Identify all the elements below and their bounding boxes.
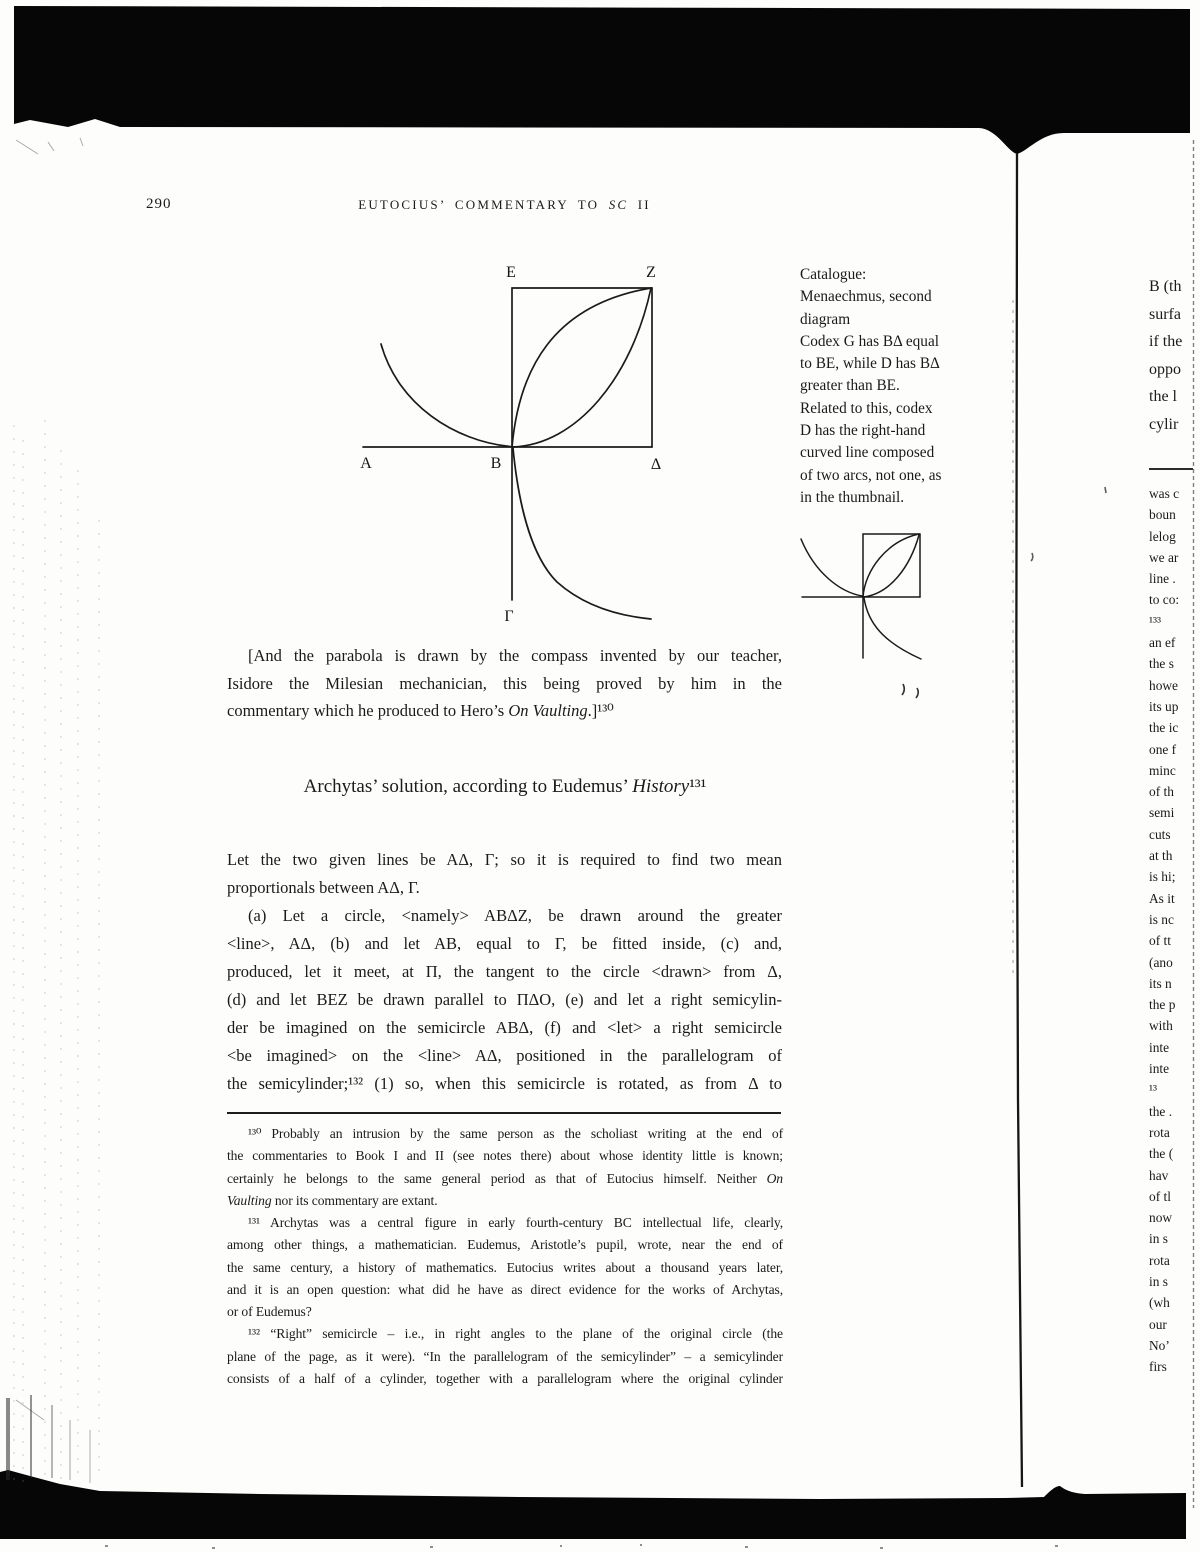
diagram-label-b: B (490, 455, 502, 472)
catalogue-line: greater than BE. (800, 377, 900, 395)
catalogue-line: Menaechmus, second (800, 288, 932, 306)
facing-text-line: if the (1149, 333, 1183, 351)
menaechmus-diagram (280, 255, 760, 665)
facing-note-line: in s (1149, 1231, 1168, 1247)
facing-text-line: surfa (1149, 305, 1181, 323)
facing-note-line: the p (1149, 997, 1176, 1013)
bottom-left-streaks (8, 1395, 90, 1483)
catalogue-line: Related to this, codex (800, 399, 933, 417)
diagram-label-delta: Δ (650, 456, 662, 473)
catalogue-line: Catalogue: (800, 266, 867, 283)
section-heading: Archytas’ solution, according to Eudemus’ History¹³¹ (303, 776, 707, 797)
thumb-parabola-lower (863, 535, 919, 597)
facing-note-line: the s (1149, 656, 1174, 672)
facing-note-line: of tl (1149, 1188, 1171, 1204)
catalogue-line: to BE, while D has BΔ (800, 355, 940, 373)
facing-note-line: of tt (1149, 933, 1171, 949)
body-line: produced, let it meet, at Π, the tangent to the circle <drawn> from Δ, (227, 962, 782, 981)
footnote-line: among other things, a mathematician. Eudemus, Aristotle’s pupil, wrote, near the end of (227, 1237, 783, 1253)
catalogue-line: diagram (800, 310, 851, 328)
footnote-line: Vaulting nor its commentary are extant. (227, 1192, 438, 1208)
facing-note-line: was c (1149, 486, 1180, 501)
facing-note-line: cuts (1149, 826, 1171, 842)
facing-note-line: ¹³ (1149, 1082, 1158, 1098)
running-head: EUTOCIUS’ COMMENTARY TO SC II (358, 197, 651, 212)
footnote-line: the commentaries to Book I and II (see notes there) about whose identity little is known; (227, 1148, 783, 1164)
facing-note-line: with (1149, 1018, 1173, 1034)
page-number: 290 (146, 196, 172, 212)
catalogue-line: curved line composed (800, 444, 935, 462)
margin-streaks (14, 420, 99, 1482)
facing-note-line: (wh (1149, 1295, 1170, 1311)
facing-note-line: minc (1149, 762, 1176, 778)
facing-note-line: rota (1149, 1252, 1170, 1268)
body-line: the semicylinder;¹³² (1) so, when this semicircle is rotated, as from Δ to (227, 1074, 782, 1093)
thumb-hyperbola-upper (801, 539, 862, 596)
facing-note-line: is nc (1149, 911, 1174, 927)
diagram-labels (360, 264, 661, 625)
catalogue-note (800, 264, 985, 509)
footnote-line: consists of a half of a cylinder, together with a parallelogram where the original cylinder (227, 1370, 783, 1386)
body-line: (d) and let BEZ be drawn parallel to ΠΔO, (e) and let a right semicylin- (227, 990, 782, 1009)
facing-page-text (1149, 273, 1200, 439)
footnote-line: ¹³⁰ Probably an intrusion by the same person as the scholiast writing at the end of (248, 1126, 783, 1141)
facing-note-line: rota (1149, 1124, 1170, 1140)
facing-note-line: No’ (1149, 1337, 1170, 1353)
footnote-line: and it is an open question: what did he have as direct evidence for the works of Archytas, (227, 1281, 783, 1297)
facing-note-line: an ef (1149, 635, 1176, 651)
diagram-label-gamma: Γ (504, 608, 514, 625)
diagram-label-z: Z (646, 264, 656, 281)
facing-note-line: to co: (1149, 592, 1180, 608)
thumb-parabola-upper (863, 534, 919, 597)
scholion-line: commentary which he produced to Hero’s On Vaulting.]¹³⁰ (227, 701, 614, 721)
body-line: <line>, AΔ, (b) and let AB, equal to Γ, be fitted inside, (c) and, (227, 934, 782, 953)
facing-note-line: we ar (1149, 549, 1179, 565)
facing-note-line: its n (1149, 975, 1172, 991)
facing-note-line: ¹³³ (1149, 613, 1162, 629)
top-left-marks (16, 138, 83, 154)
facing-note-line: inte (1149, 1039, 1170, 1055)
facing-page-footnotes (1149, 483, 1200, 1377)
facing-page-footnote-rule (1149, 468, 1193, 470)
footnote-line: certainly he belongs to the same general period as that of Eutocius himself. Neither On (227, 1170, 783, 1186)
facing-note-line: the . (1149, 1103, 1173, 1119)
scan-top-band (14, 6, 1190, 154)
facing-note-line: the ( (1149, 1146, 1174, 1162)
catalogue-line: in the thumbnail. (800, 488, 905, 506)
facing-note-line: is hi; (1149, 869, 1176, 885)
catalogue-line: D has the right-hand (800, 422, 926, 440)
facing-note-line: at th (1149, 848, 1173, 864)
diagram-lines (363, 288, 652, 619)
facing-text-line: B (th (1149, 278, 1182, 295)
hyperbola-upper-branch (381, 344, 510, 447)
facing-note-line: lelog (1149, 528, 1176, 544)
scholion-paragraph (227, 642, 782, 725)
footnote-line: ¹³¹ Archytas was a central figure in early fourth-century BC intellectual life, clearly, (248, 1215, 783, 1230)
parabola-curve-upper (512, 288, 651, 447)
facing-note-line: line . (1149, 571, 1176, 587)
footnote-rule (227, 1112, 781, 1114)
diagram-label-a: A (360, 455, 372, 472)
facing-note-line: now (1149, 1210, 1173, 1226)
facing-note-line: inte (1149, 1061, 1170, 1077)
facing-note-line: one f (1149, 741, 1177, 757)
diagram-label-e: E (506, 264, 516, 281)
facing-note-line: (ano (1149, 954, 1173, 970)
scholion-line: [And the parabola is drawn by the compass invented by our teacher, (248, 646, 782, 665)
facing-text-line: oppo (1149, 360, 1181, 378)
body-line: proportionals between AΔ, Γ. (227, 878, 420, 897)
facing-note-line: howe (1149, 677, 1179, 693)
facing-note-line: the ic (1149, 720, 1179, 736)
thumb-hyperbola-lower (864, 598, 921, 659)
facing-note-line: boun (1149, 507, 1176, 523)
footnotes (227, 1123, 783, 1390)
catalogue-line: of two arcs, not one, as (800, 466, 942, 484)
footnote-line: ¹³² “Right” semicircle – i.e., in right angles to the plane of the original circle (the (248, 1326, 783, 1342)
body-line: <be imagined> on the <line> AΔ, positioned in the parallelogram of (227, 1046, 782, 1065)
facing-note-line: firs (1149, 1359, 1167, 1375)
body-paragraph (227, 846, 782, 1098)
scholion-line: Isidore the Milesian mechanician, this being proved by him in the (227, 673, 782, 693)
facing-note-line: its up (1149, 698, 1179, 714)
gutter-line (1016, 153, 1022, 1487)
catalogue-line: Codex G has BΔ equal (800, 332, 939, 350)
footnote-line: plane of the page, as it were). “In the parallelogram of the semicylinder” – a semicylinder (227, 1348, 783, 1364)
facing-note-line: semi (1149, 805, 1175, 821)
body-line: Let the two given lines be AΔ, Γ; so it is required to find two mean (227, 850, 782, 869)
body-line: (a) Let a circle, <namely> ABΔZ, be drawn around the greater (248, 906, 782, 925)
facing-note-line: As it (1149, 890, 1175, 906)
facing-note-line: in s (1149, 1273, 1168, 1289)
body-line: der be imagined on the semicircle ABΔ, (f) and <let> a right semicircle (227, 1018, 782, 1037)
bottom-specks (105, 1544, 1058, 1549)
hyperbola-lower-branch (513, 448, 651, 619)
footnote-line: the same century, a history of mathematics. Eutocius writes about a thousand years later, (227, 1259, 783, 1275)
facing-text-line: cylir (1149, 415, 1179, 433)
facing-note-line: hav (1149, 1167, 1169, 1183)
scan-bottom-band (0, 1470, 1186, 1539)
facing-note-line: of th (1149, 784, 1174, 800)
thumbnail-diagram (795, 525, 945, 710)
facing-note-line: our (1149, 1316, 1167, 1332)
facing-text-line: the l (1149, 388, 1177, 406)
footnote-line: or of Eudemus? (227, 1304, 312, 1319)
